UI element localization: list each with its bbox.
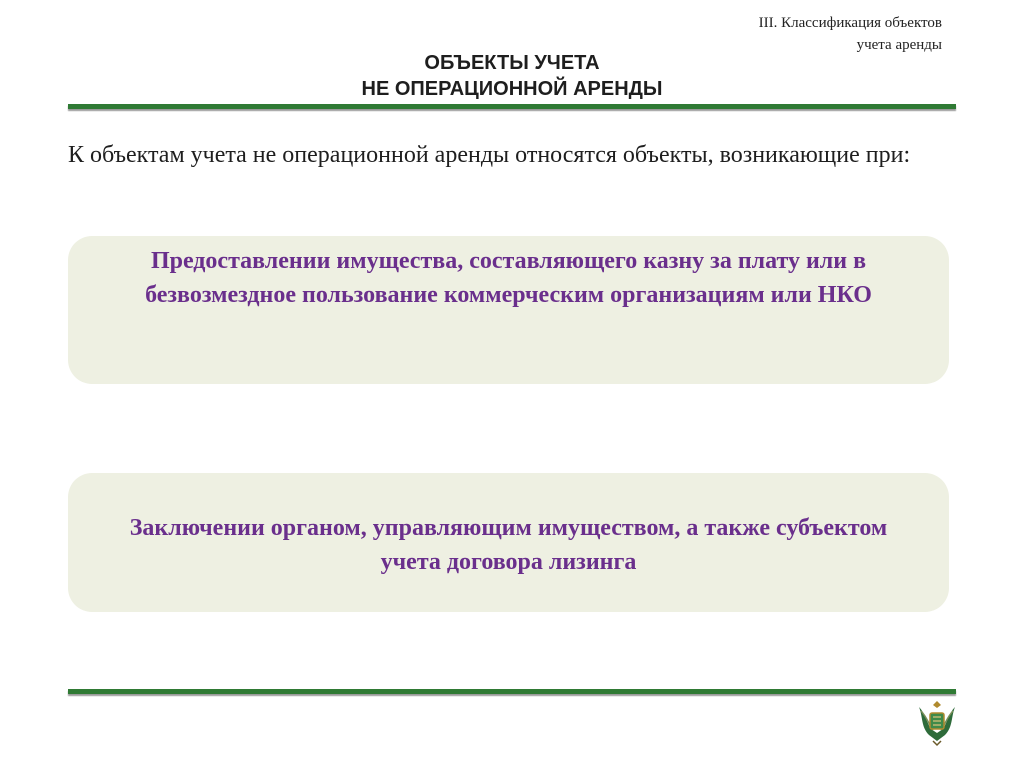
content-box-1-text: Предоставлении имущества, составляющего казну за плату или в безвозмездное пользование коммерческим организациям или НКО [145, 248, 872, 308]
slide-title [0, 50, 1024, 102]
slide-title-line-2: НЕ ОПЕРАЦИОННОЙ АРЕНДЫ [361, 78, 663, 100]
slide-title-line-1: ОБЪЕКТЫ УЧЕТА [424, 52, 600, 74]
top-divider [68, 104, 956, 109]
intro-text: К объектам учета не операционной аренды относятся объекты, возникающие при: [68, 142, 911, 168]
content-box-2-text: Заключении органом, управляющим имуществом, а также субъектом учета договора лизинга [129, 514, 888, 575]
content-box-2 [68, 473, 949, 612]
bottom-divider [68, 689, 956, 694]
section-label-line-2: учета аренды [856, 37, 942, 53]
double-headed-eagle-emblem-icon [915, 697, 959, 747]
section-label-line-1: III. Классификация объектов [758, 15, 942, 31]
content-box-1 [68, 236, 949, 384]
